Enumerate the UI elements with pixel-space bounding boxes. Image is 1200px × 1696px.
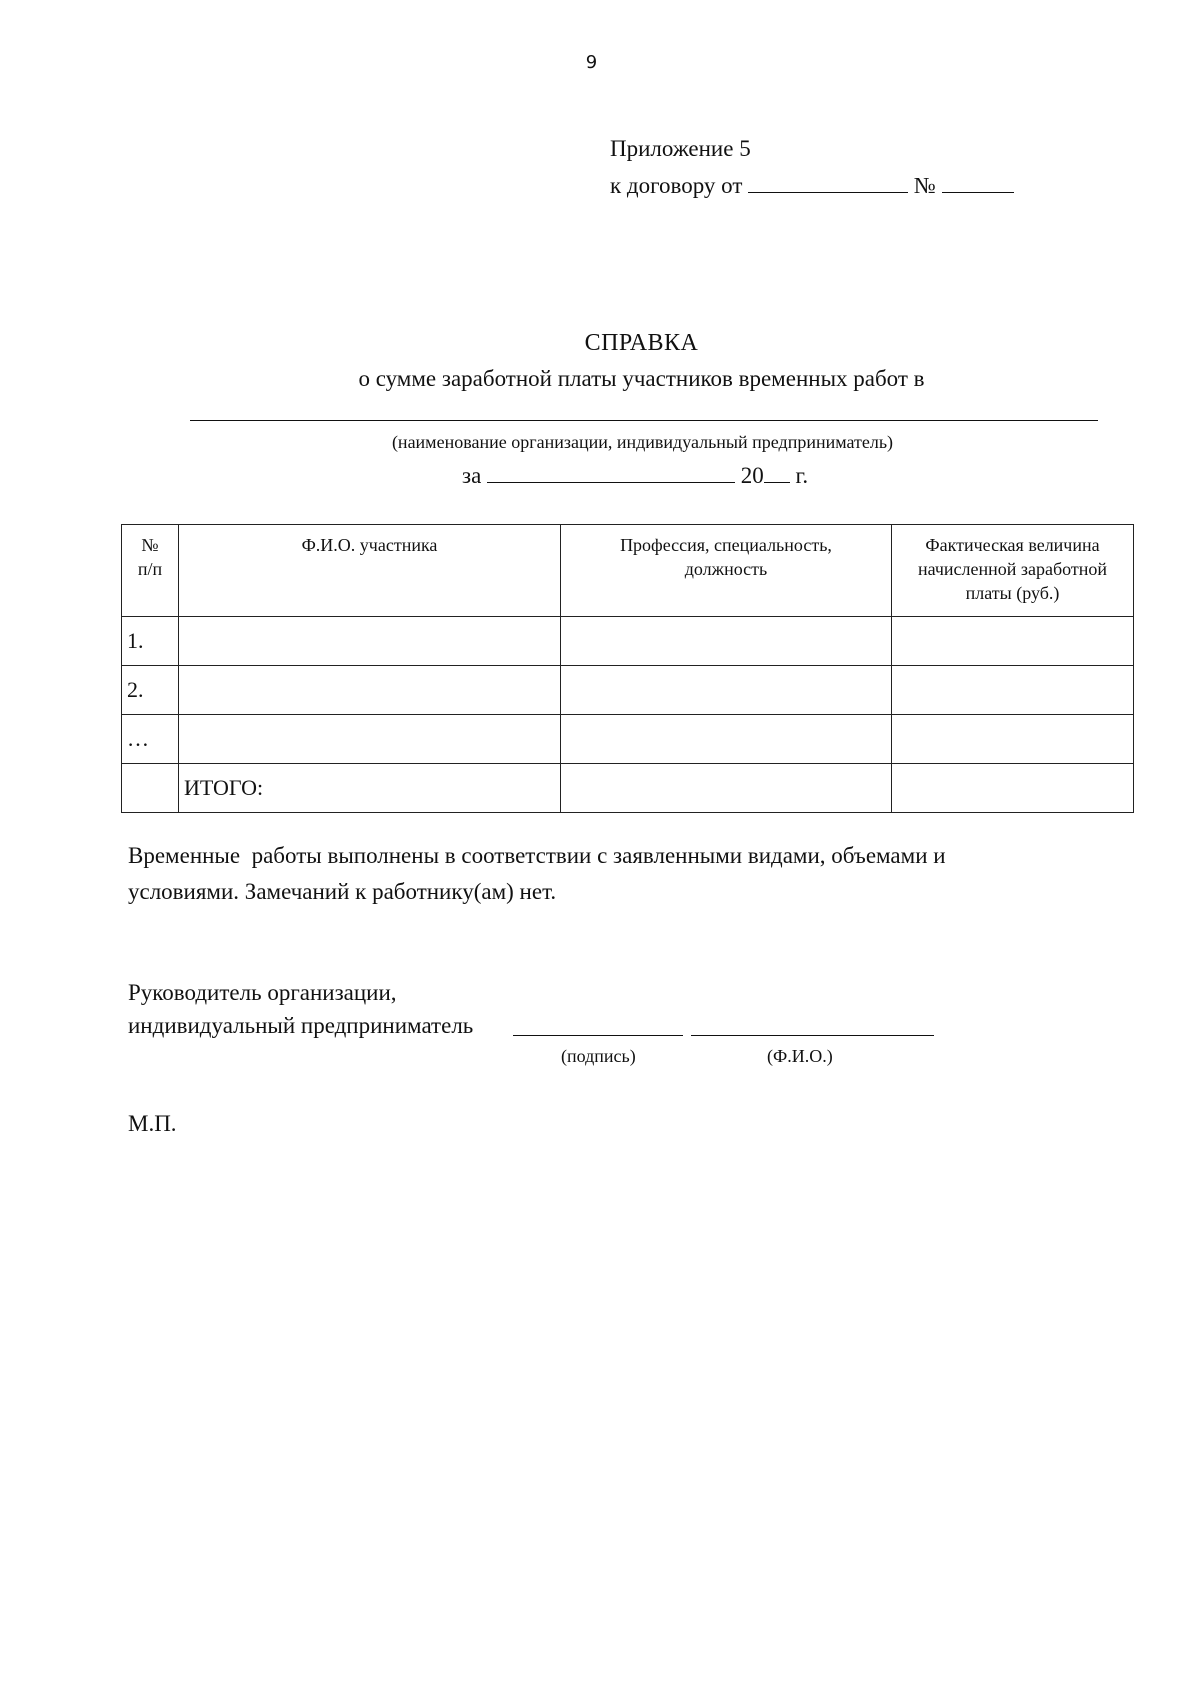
period-prefix: за [462,463,482,488]
period-line [462,462,808,489]
table-row [122,715,1134,764]
row-number: 1. [122,617,179,666]
organization-name-field[interactable] [190,420,1098,421]
full-name-cell[interactable] [179,617,561,666]
header-full-name: Ф.И.О. участника [179,525,561,617]
total-salary-cell[interactable] [892,764,1134,813]
header-salary: Фактическая величина начисленной заработной платы (руб.) [892,525,1134,617]
period-year: 20 [740,463,764,488]
full-name-signature-field[interactable] [691,1035,934,1036]
number-sign: № [913,173,936,198]
header-number: № п/п [122,525,179,617]
period-year-field[interactable] [764,462,790,483]
full-name-cell[interactable] [179,666,561,715]
profession-cell[interactable] [561,666,892,715]
appendix-title: Приложение 5 [610,136,751,161]
table-row [122,666,1134,715]
salary-cell[interactable] [892,617,1134,666]
statement-line-1: Временные работы выполнены в соответствии с заявленными видами, объемами и [128,843,946,868]
table-header-row [122,525,1134,617]
row-number: … [122,715,179,764]
contract-date-field[interactable] [748,172,908,193]
signatory-title-1: Руководитель организации, [128,980,397,1005]
full-name-cell[interactable] [179,715,561,764]
salary-cell[interactable] [892,715,1134,764]
salary-table [121,524,1134,813]
page-number: 9 [585,52,598,73]
period-suffix: г. [795,463,809,488]
profession-cell[interactable] [561,715,892,764]
appendix-contract-line [610,172,1014,199]
contract-number-field[interactable] [942,172,1014,193]
signatory-title-2: индивидуальный предприниматель [128,1013,474,1038]
total-label: ИТОГО: [179,764,561,813]
full-name-caption: (Ф.И.О.) [767,1046,833,1066]
stamp-placeholder: М.П. [128,1111,177,1136]
row-number [122,764,179,813]
total-row [122,764,1134,813]
profession-cell[interactable] [561,617,892,666]
row-number: 2. [122,666,179,715]
table-row [122,617,1134,666]
statement-line-2: условиями. Замечаний к работнику(ам) нет. [128,879,557,904]
document-subtitle: о сумме заработной платы участников временных работ в [358,366,925,391]
organization-caption: (наименование организации, индивидуальный предприниматель) [391,432,894,452]
period-field[interactable] [487,462,735,483]
profession-cell[interactable] [561,764,892,813]
signature-field[interactable] [513,1035,683,1036]
signature-caption: (подпись) [561,1046,636,1066]
salary-cell[interactable] [892,666,1134,715]
header-profession: Профессия, специальность, должность [561,525,892,617]
document-title: СПРАВКА [584,330,699,356]
contract-prefix: к договору от [610,173,743,198]
